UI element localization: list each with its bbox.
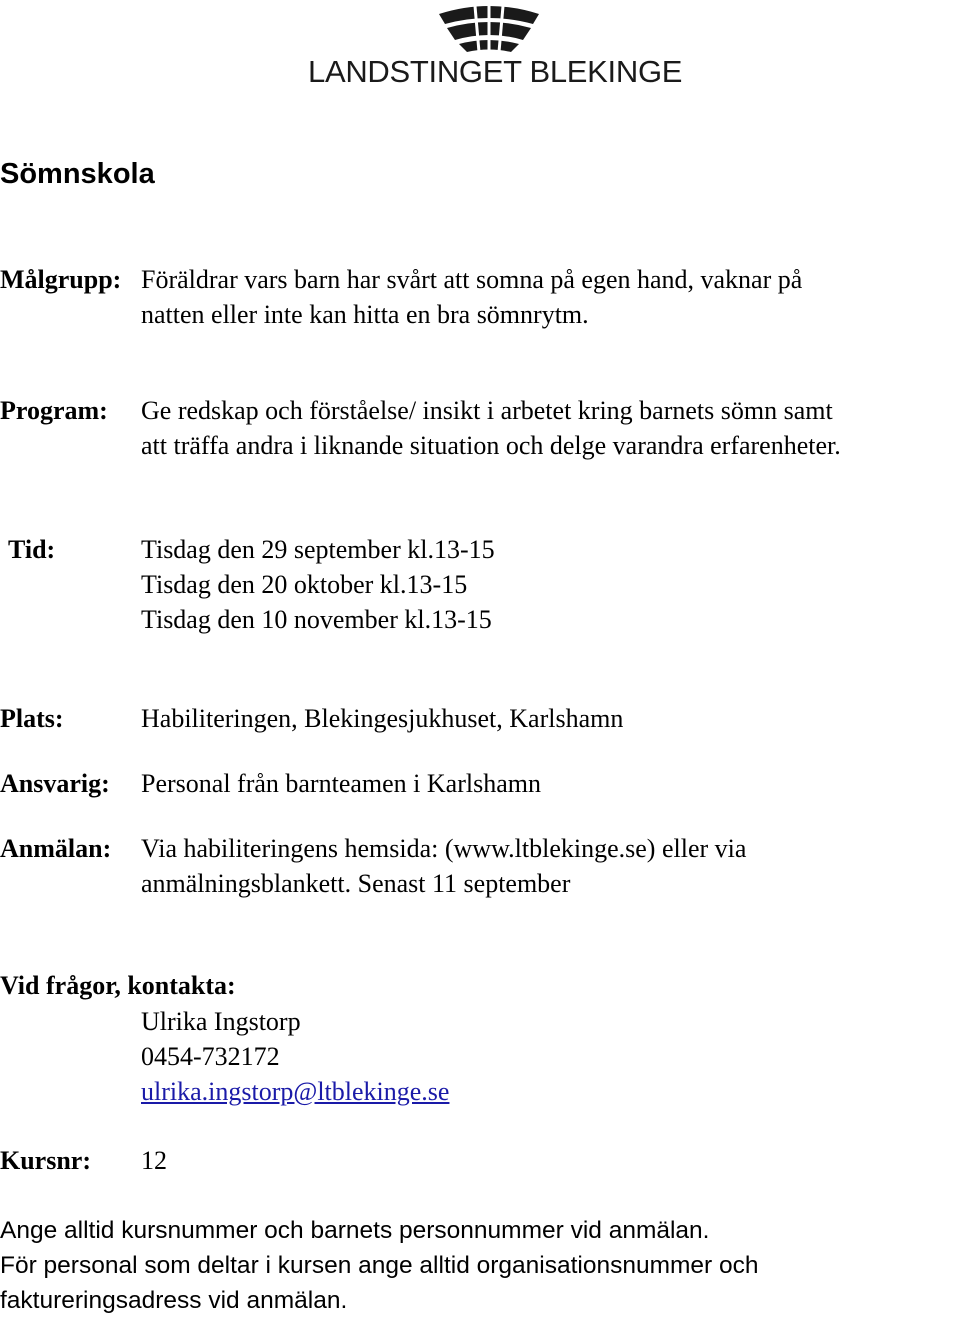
date-line: Tisdag den 29 september kl.13-15 (141, 535, 495, 564)
field-value-line: Ge redskap och förståelse/ insikt i arbetet kring barnets sömn samt (141, 396, 833, 425)
field-label: Målgrupp: (0, 265, 122, 294)
footer-line: För personal som deltar i kursen ange alltid organisationsnummer och (0, 1252, 759, 1279)
date-line: Tisdag den 20 oktober kl.13-15 (141, 570, 468, 599)
contact-block (141, 1004, 449, 1109)
footer-note (0, 1213, 960, 1318)
footer-line: Ange alltid kursnummer och barnets personnummer vid anmälan. (0, 1217, 710, 1244)
contact-name: Ulrika Ingstorp (141, 1007, 301, 1036)
field-value-line: Habiliteringen, Blekingesjukhuset, Karlshamn (141, 704, 624, 733)
contact-email-link[interactable]: ulrika.ingstorp@ltblekinge.se (141, 1077, 450, 1106)
field-value-line: att träffa andra i liknande situation och delge varandra erfarenheter. (141, 431, 841, 460)
contact-heading: Vid frågor, kontakta: (0, 971, 236, 1000)
kursnr-label: Kursnr: (0, 1146, 91, 1175)
field-value-line: anmälningsblankett. Senast 11 september (141, 869, 571, 898)
footer-line: faktureringsadress vid anmälan. (0, 1287, 348, 1314)
field-value-line: Föräldrar vars barn har svårt att somna på egen hand, vaknar på (141, 265, 803, 294)
logo-text: LANDSTINGET BLEKINGE (308, 54, 683, 89)
field-label: Plats: (0, 704, 64, 733)
contact-phone: 0454-732172 (141, 1042, 280, 1071)
field-label: Anmälan: (0, 834, 112, 863)
field-value-line: Via habiliteringens hemsida: (www.ltblekinge.se) eller via (141, 834, 747, 863)
kursnr-value: 12 (141, 1146, 167, 1175)
page-title: Sömnskola (0, 158, 155, 190)
field-value-line: natten eller inte kan hitta en bra sömnrytm. (141, 300, 589, 329)
ship-hull-icon (437, 2, 541, 52)
date-line: Tisdag den 10 november kl.13-15 (141, 605, 492, 634)
field-label: Tid: (8, 535, 56, 564)
kursnr-row (0, 1143, 167, 1178)
header (0, 0, 960, 100)
field-label: Program: (0, 396, 108, 425)
field-label: Ansvarig: (0, 769, 110, 798)
field-value-line: Personal från barnteamen i Karlshamn (141, 769, 541, 798)
